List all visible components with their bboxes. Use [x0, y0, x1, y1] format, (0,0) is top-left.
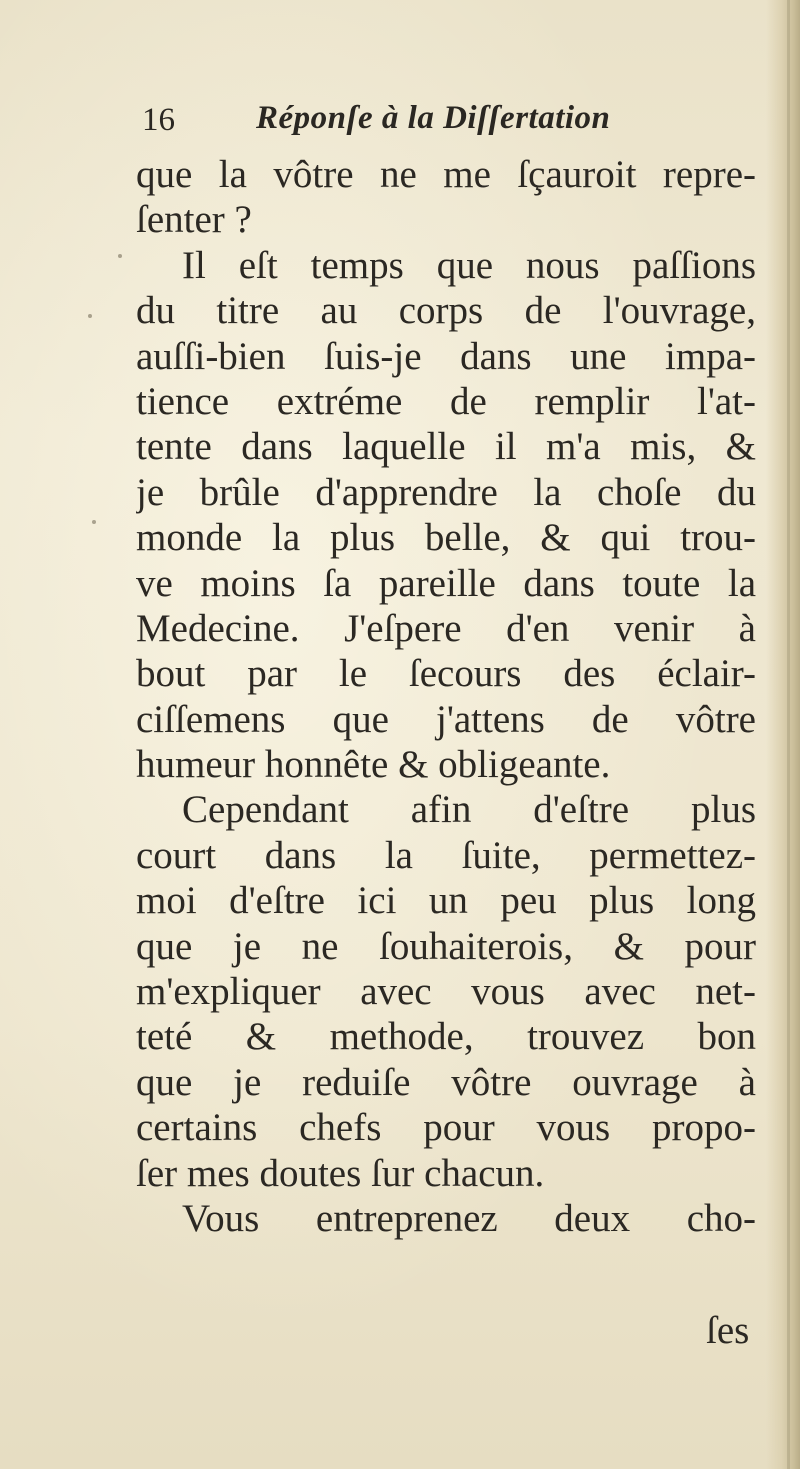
page-number: 16	[142, 102, 175, 138]
paragraph-first-line: Cependant afin d'eſtre plus	[182, 788, 756, 832]
text-line: certains chefs pour vous propo-	[136, 1106, 756, 1150]
ink-speck	[88, 314, 92, 318]
paragraph-first-line: Il eſt temps que nous paſſions	[182, 243, 756, 287]
text-line: bout par le ſecours des éclair-	[136, 652, 756, 696]
text-line: que la vôtre ne me ſçauroit repre-	[136, 153, 756, 196]
text-line: Medecine. J'eſpere d'en venir à	[136, 606, 756, 650]
running-head: Réponſe à la Diſſertation	[256, 100, 611, 136]
page-fold-line	[787, 0, 790, 1469]
text-line: humeur honnête & obligeante.	[136, 743, 611, 787]
text-line: du titre au corps de l'ouvrage,	[136, 289, 756, 333]
body-text	[136, 152, 756, 1241]
ink-speck	[92, 520, 96, 524]
text-line: teté & methode, trouvez bon	[136, 1015, 756, 1059]
text-line: je brûle d'apprendre la choſe du	[136, 470, 756, 514]
catchword: ſes	[706, 1309, 750, 1352]
text-line: que je ne ſouhaiterois, & pour	[136, 924, 756, 968]
text-line: m'expliquer avec vous avec net-	[136, 970, 756, 1014]
page-edge-shadow	[766, 0, 800, 1469]
text-line: auſſi-bien ſuis-je dans une impa-	[136, 334, 756, 378]
text-line: monde la plus belle, & qui trou-	[136, 516, 756, 560]
text-line: ciſſemens que j'attens de vôtre	[136, 697, 756, 741]
text-line: tience extréme de remplir l'at-	[136, 379, 756, 423]
paragraph-first-line: Vous entreprenez deux cho-	[182, 1196, 756, 1240]
text-line: ſer mes doutes ſur chacun.	[136, 1151, 545, 1195]
text-line: moi d'eſtre ici un peu plus long	[136, 879, 756, 923]
text-line: ſenter ?	[136, 198, 252, 242]
page-header	[142, 96, 742, 146]
ink-speck	[118, 254, 122, 258]
text-line: ve moins ſa pareille dans toute la	[136, 561, 756, 605]
text-line: que je reduiſe vôtre ouvrage à	[136, 1060, 756, 1104]
text-line: tente dans laquelle il m'a mis, &	[136, 425, 756, 469]
text-line: court dans la ſuite, permettez-	[136, 833, 756, 877]
